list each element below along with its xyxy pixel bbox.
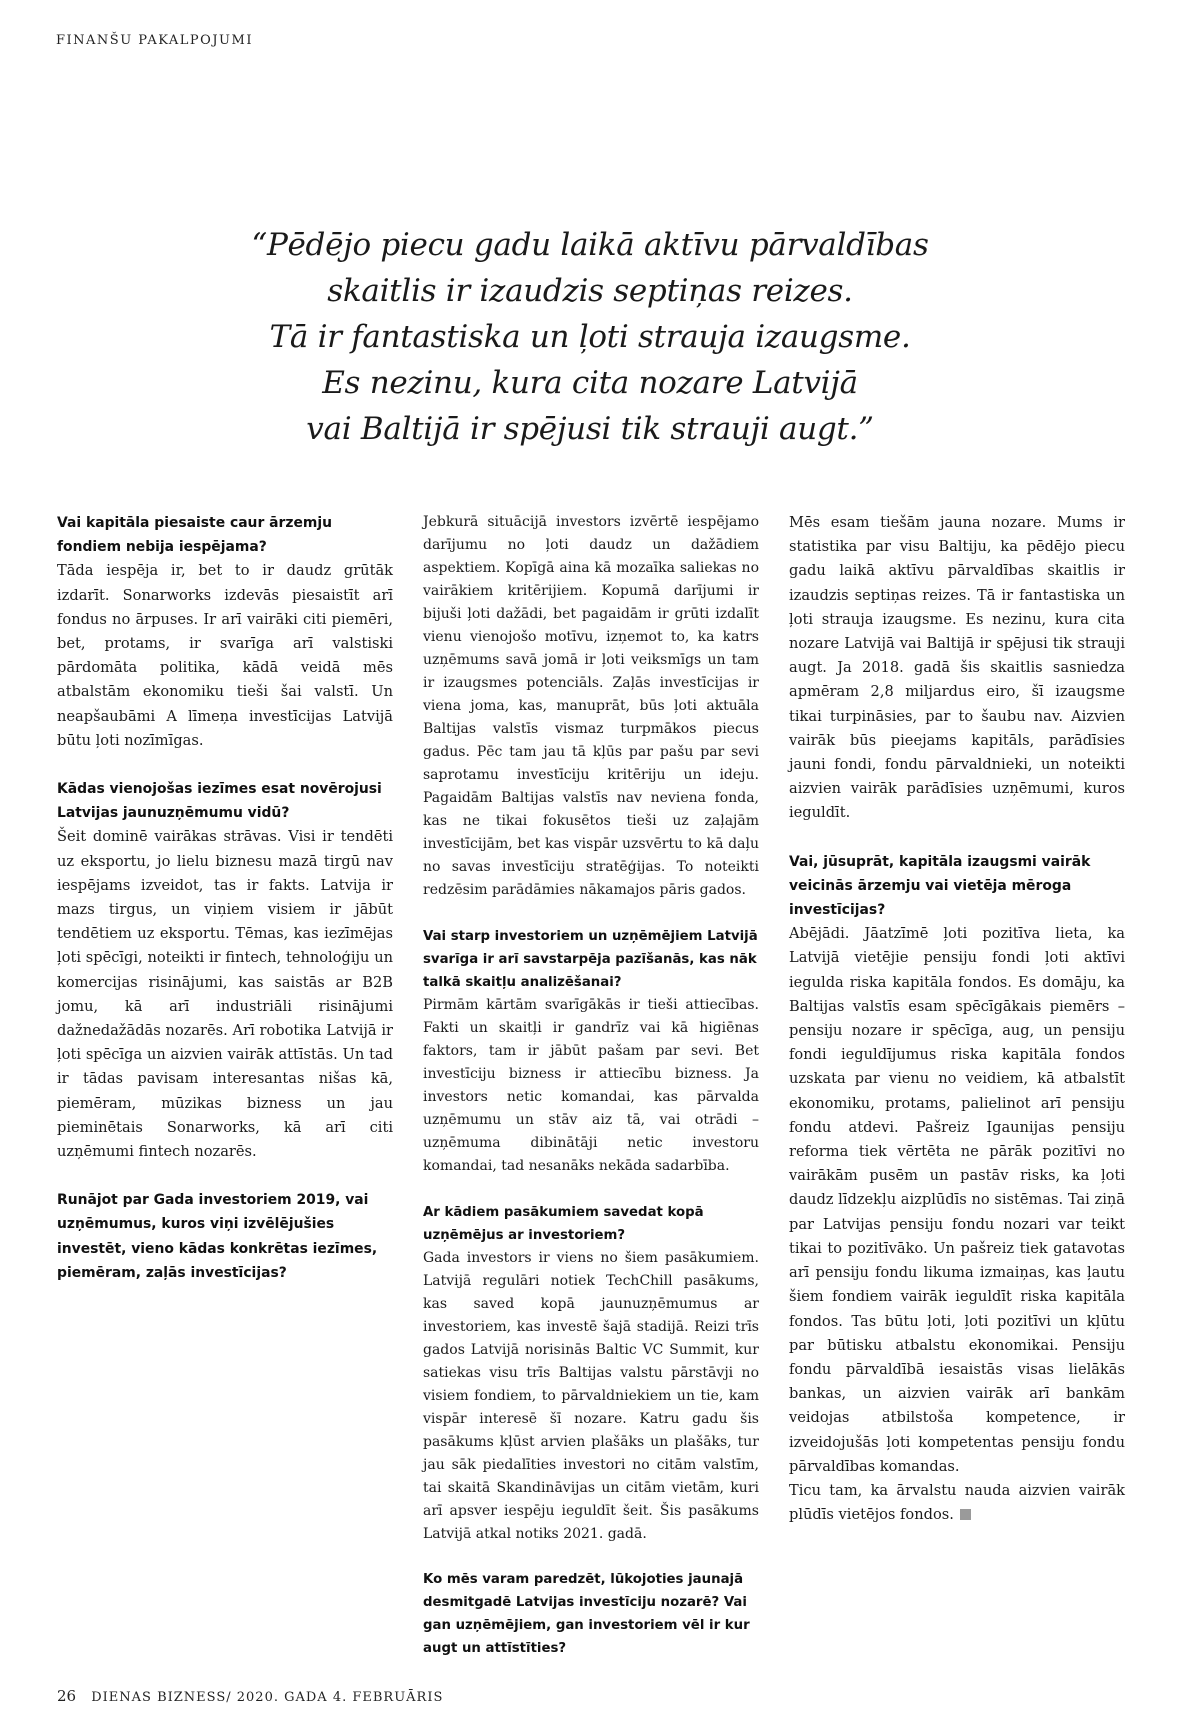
interview-question: Ar kādiem pasākumiem savedat kopā uzņēmējus ar investoriem? [423,1204,704,1243]
interview-question: Vai kapitāla piesaiste caur ārzemju fondiem nebija iespējama? [57,515,332,556]
article-column-2 [423,511,759,1660]
page-number: 26 [57,1687,77,1705]
interview-answer-closing [789,1479,1125,1527]
interview-answer: Pirmām kārtām svarīgākās ir tieši attiecības. Fakti un skaitļi ir gandrīz vai kā higiēnas faktors, tam ir jābūt pašam par sevi. Bet investīciju bizness ir attiecību bizness. Ja investors netic komandai, kas pārvalda uzņēmumu un stāv aiz tā, vai otrādi – uzņēmuma dibinātāji netic investoru komandai, tad nesanāks nekāda sadarbība. [423,996,759,1174]
publication-name: DIENAS BIZNESS/ 2020. GADA 4. FEBRUĀRIS [91,1690,444,1705]
pull-quote-line: skaitlis ir izaudzis septiņas reizes. [327,273,853,309]
pull-quote-line: Es nezinu, kura cita nozare Latvijā [322,365,858,401]
interview-answer: Gada investors ir viens no šiem pasākumiem. Latvijā regulāri notiek TechChill pasākums, kas saved kopā jaunuzņēmumus ar investoriem, kas investē šajā stadijā. Reizi trīs gados Latvijā norisinās Baltic VC Summit, kur satiekas visu trīs Baltijas valstu pārstāvji no visiem fondiem, to pārvaldniekiem un tie, kam vispār interesē šī nozare. Katru gadu šis pasākums kļūst arvien plašāks un plašāks, tur jau sāk piedalīties investori no citām valstīm, tai skaitā Skandināvijas un citām vietām, kuri arī apsver iespēju ieguldīt šeit. Šis pasākums Latvijā atkal notiks 2021. gadā. [423,1249,759,1542]
pull-quote-line: vai Baltijā ir spējusi tik strauji augt.” [306,411,874,447]
end-of-article-mark [960,1509,971,1520]
interview-answer: Mēs esam tiešām jauna nozare. Mums ir statistika par visu Baltiju, ka pēdējo piecu gadu laikā aktīvu pārvaldības skaitlis ir izaudzis septiņas reizes. Tā ir fantastiska un ļoti strauja izaugsme. Es nezinu, kura cita nozare Latvijā vai Baltijā ir spējusi tik strauji augt. Ja 2018. gadā šis skaitlis sasniedza apmēram 2,8 miljardus eiro, šī izaugsme tikai turpināsies, par to šaubu nav. Aizvien vairāk būs pieejams kapitāls, parādīsies jauni fondi, fondu pārvaldnieki, un noteikti aizvien vairāk parādīsies uzņēmumi, kuros ieguldīt. [789,514,1125,822]
interview-answer: Tāda iespēja ir, bet to ir daudz grūtāk izdarīt. Sonarworks izdevās piesaistīt arī fondus no ārpuses. Ir arī vairāki citi piemēri, bet, protams, ir svarīga arī valstiski pārdomāta politika, kādā veidā mēs atbalstām ekonomiku tieši šai valstī. Un neapšaubāmi A līmeņa investīcijas Latvijā būtu ļoti nozīmīgas. [57,562,393,749]
interview-question: Ko mēs varam paredzēt, lūkojoties jaunajā desmitgadē Latvijas investīciju nozarē? Vai gan uzņēmējiem, gan investoriem vēl ir kur augt un attīstīties? [423,1572,750,1657]
pull-quote-line: “Pēdējo piecu gadu laikā aktīvu pārvaldības [251,227,929,263]
page-footer [57,1687,443,1705]
pull-quote [180,222,1000,452]
interview-answer: Šeit dominē vairākas strāvas. Visi ir tendēti uz eksportu, jo lielu biznesu mazā tirgū nav iespējams izveidot, tas ir fakts. Latvija ir mazs tirgus, un viņiem visiem ir jābūt tendētiem uz eksportu. Tēmas, kas iezīmējas ļoti spēcīgi, noteikti ir fintech, tehnoloģiju un komercijas risinājumi, kas saistās ar B2B jomu, kā arī industriāli risinājumi dažnedažādās nozarēs. Arī robotika Latvijā ir ļoti spēcīga un aizvien vairāk attīstās. Un tad ir tādas pavisam interesantas nišas kā, piemēram, mūzikas bizness un jau pieminētais Sonarworks, kā arī citi uzņēmumi fintech nozarēs. [57,828,393,1161]
closing-sentence: Ticu tam, ka ārvalstu nauda aizvien vairāk plūdīs vietējos fondos. [789,1481,1125,1524]
article-column-1 [57,511,393,1285]
pull-quote-line: Tā ir fantastiska un ļoti strauja izaugsme. [269,319,911,355]
section-label: FINANŠU PAKALPOJUMI [56,33,253,48]
interview-question: Vai starp investoriem un uzņēmējiem Latvijā svarīga ir arī savstarpēja pazīšanās, kas nāk talkā skaitļu analizēšanai? [423,928,758,990]
interview-question: Kādas vienojošas iezīmes esat novērojusi Latvijas jaunuzņēmumu vidū? [57,781,382,822]
interview-answer: Abējādi. Jāatzīmē ļoti pozitīva lieta, ka Latvijā vietējie pensiju fondi ļoti aktīvi iegulda riska kapitāla fondos. Es domāju, ka Baltijas valstīs esam spēcīgākais piemērs – pensiju nozare ir spēcīga, aug, un pensiju fondi ieguldījumus riska kapitāla fondos uzskata par vienu no veidiem, kā atbalstīt ekonomiku, protams, palielinot arī pensiju fondu atdevi. Pašreiz Igaunijas pensiju reforma tiek vērtēta ne pārāk pozitīvi no vairākām pusēm un pastāv risks, ka ļoti daudz līdzekļu aizplūdīs no sistēmas. Tai ziņā par Latvijas pensiju fondu nozari var teikt tikai to pozitīvāko. Un pašreiz tiek gatavotas arī pensiju fondu likuma izmaiņas, kas ļautu šiem fondiem vairāk ieguldīt riska kapitāla fondos. Tas būtu ļoti, ļoti pozitīvi un kļūtu par būtisku atbalstu ekonomikai. Pensiju fondu pārvaldībā iesaistās visas lielākās bankas, un aizvien vairāk arī bankām veidojas atbilstoša kompetence, ir izveidojušās ļoti kompetentas pensiju fondu pārvaldības komandas. [789,925,1125,1475]
interview-answer: Jebkurā situācijā investors izvērtē iespējamo darījumu no ļoti daudz un dažādiem aspektiem. Kopīgā aina kā mozaīka saliekas no vairākiem kritērijiem. Kopumā darījumi ir bijuši ļoti dažādi, bet pagaidām ir grūti izdalīt vienu vienojošo motīvu, izņemot to, ka katrs uzņēmums savā jomā ir ļoti veiksmīgs un tam ir izaugsmes potenciāls. Zaļās investīcijas ir viena joma, kas, manuprāt, būs ļoti aktuāla Baltijas valstīs vismaz turpmākos piecus gadus. Pēc tam jau tā kļūs par pašu par sevi saprotamu investīciju kritēriju un ideju. Pagaidām Baltijas valstīs nav neviena fonda, kas ne tikai fokusētos tieši uz zaļajām investīcijām, bet kas vispār uzsvērtu to kā daļu no savas investīciju stratēģijas. To noteikti redzēsim parādāmies nākamajos pāris gados. [423,514,759,898]
interview-question: Runājot par Gada investoriem 2019, vai uzņēmumus, kuros viņi izvēlējušies investēt, vieno kādas konkrētas iezīmes, piemēram, zaļās investīcijas? [57,1192,378,1281]
article-column-3 [789,511,1125,1527]
interview-question: Vai, jūsuprāt, kapitāla izaugsmi vairāk veicinās ārzemju vai vietēja mēroga investīcijas? [789,853,1091,919]
